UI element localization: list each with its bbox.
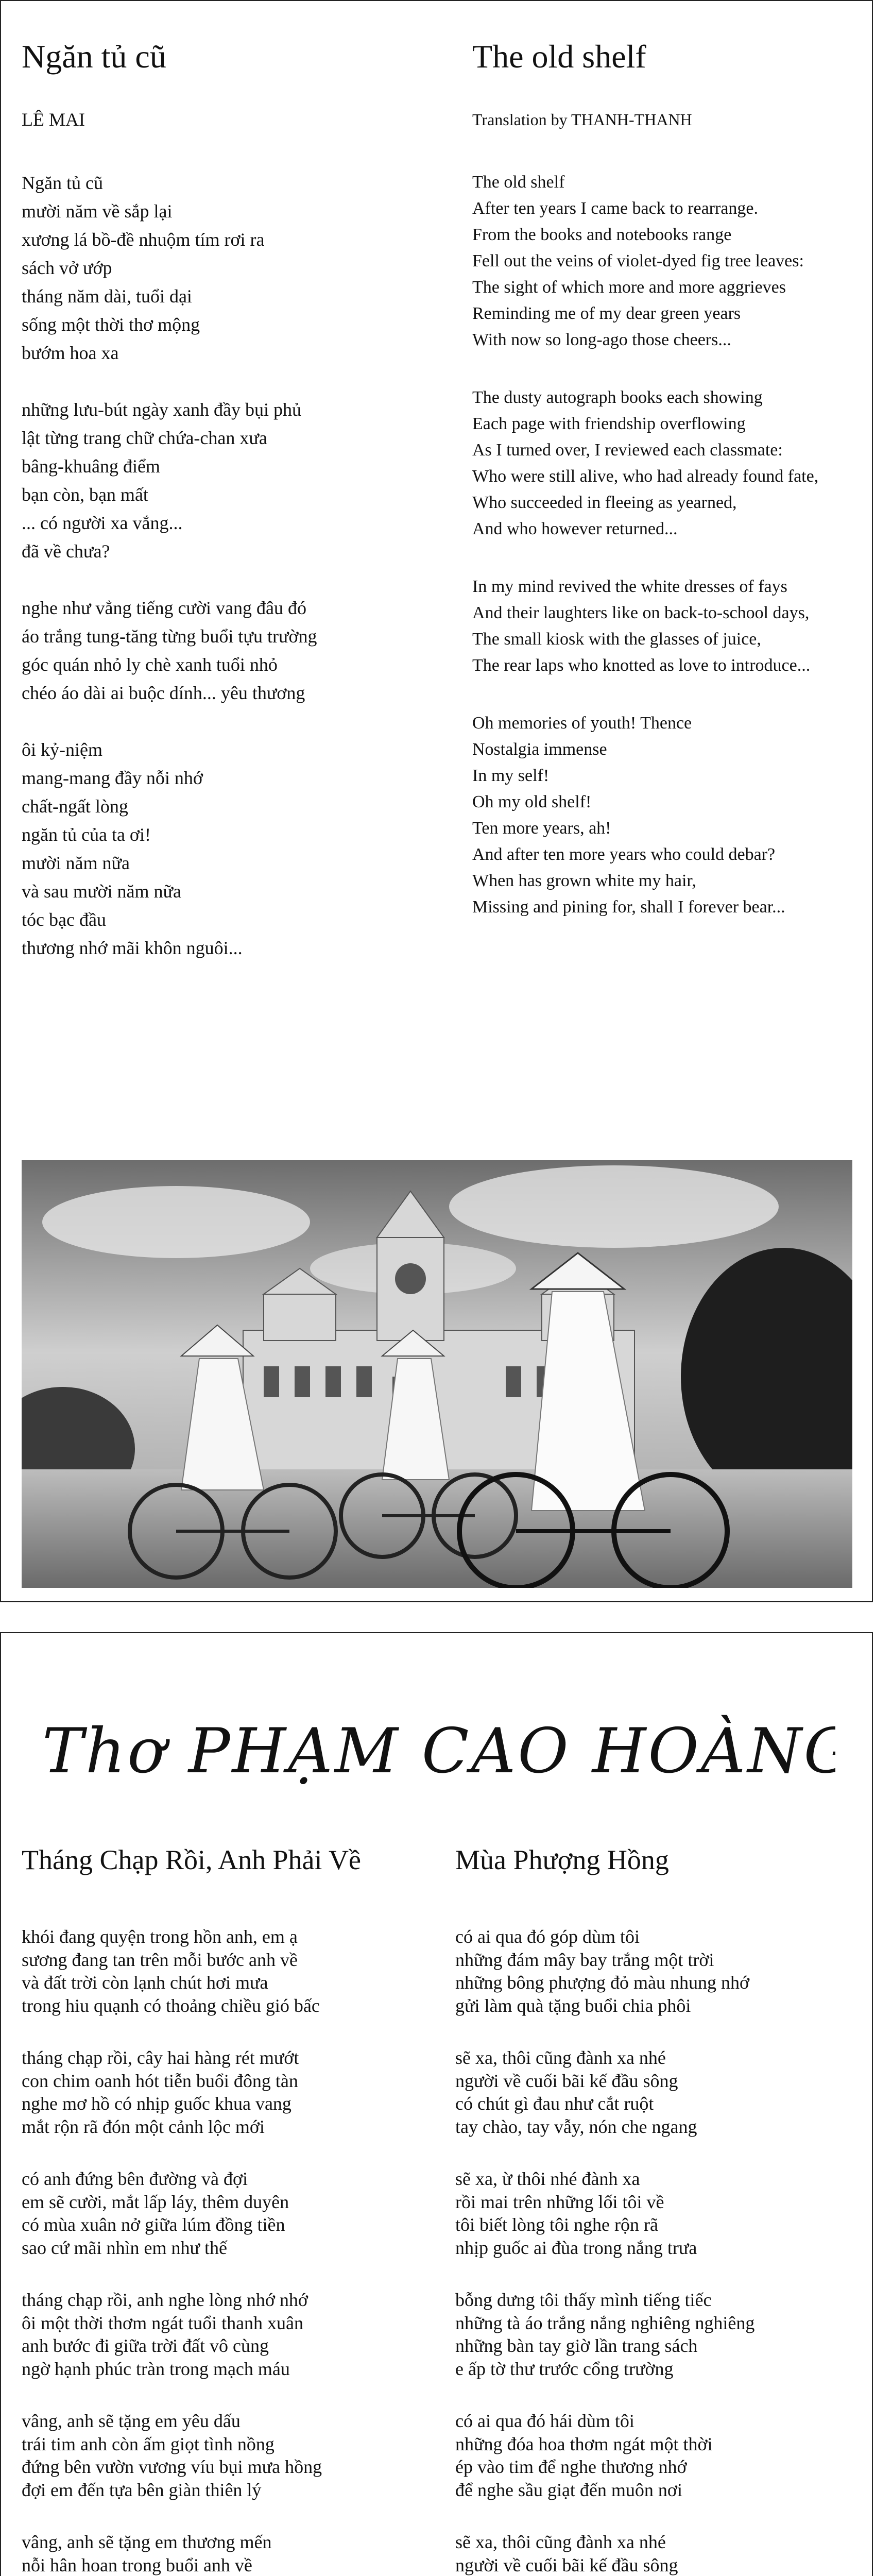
poem-line: tháng chạp rồi, anh nghe lòng nhớ nhớ	[22, 2290, 308, 2310]
poem-line: trong hiu quạnh có thoảng chiều gió bấc	[22, 1995, 320, 2016]
poem-line: chéo áo dài ai buộc dính... yêu thương	[22, 683, 305, 703]
poem-line: vâng, anh sẽ tặng em yêu dấu	[22, 2411, 241, 2431]
poem-line: đợi em đến tựa bên giàn thiên lý	[22, 2479, 262, 2500]
poem-line: mười năm nữa	[22, 853, 130, 873]
poem-line: In my mind revived the white dresses of fays	[472, 577, 787, 596]
poem-line: bướm hoa xa	[22, 343, 119, 363]
poem-line: những lưu-bút ngày xanh đầy bụi phủ	[22, 399, 301, 420]
poem-line: The small kiosk with the glasses of juice,	[472, 630, 761, 649]
vn-poem-title: Ngăn tủ cũ	[22, 38, 166, 75]
poem-line: khói đang quyện trong hồn anh, em ạ	[22, 1926, 298, 1947]
poem-line: sống một thời thơ mộng	[22, 314, 200, 335]
poem-line: ngờ hạnh phúc tràn trong mạch máu	[22, 2358, 290, 2379]
poem-line: em sẽ cười, mắt lấp láy, thêm duyên	[22, 2191, 289, 2212]
poem-line: And who however returned...	[472, 519, 678, 538]
poem-line: trái tim anh còn ấm giọt tình nồng	[22, 2433, 274, 2454]
poem-line: gửi làm quà tặng buổi chia phôi	[455, 1995, 691, 2016]
poem-line: Who were still alive, who had already found fate,	[472, 467, 819, 486]
poem-line: và sau mười năm nữa	[22, 881, 181, 902]
poem-line: bâng-khuâng điểm	[22, 456, 160, 477]
poem-line: In my self!	[472, 766, 550, 785]
poem-line: mắt rộn rã đón một cảnh lộc mới	[22, 2116, 265, 2137]
poem-page-2	[0, 1632, 873, 2576]
poem-line: From the books and notebooks range	[472, 225, 732, 244]
vn-author: LÊ MAI	[22, 109, 85, 130]
stanza	[22, 2410, 444, 2501]
left-poem-title: Tháng Chạp Rồi, Anh Phải Về	[22, 1844, 361, 1875]
poem-line: And their laughters like on back-to-school days,	[472, 603, 810, 622]
poem-line: những đám mây bay trắng một trời	[455, 1949, 714, 1970]
poem-line: Ngăn tủ cũ	[22, 173, 103, 193]
poem-line: sẽ xa, ừ thôi nhé đành xa	[455, 2168, 640, 2189]
poem-line: nhịp guốc ai đùa trong nắng trưa	[455, 2237, 697, 2258]
poem-line: e ấp tờ thư trước cổng trường	[455, 2358, 674, 2379]
poem-line: The dusty autograph books each showing	[472, 388, 763, 407]
poem-line: Ten more years, ah!	[472, 819, 611, 838]
poem-line: mười năm về sắp lại	[22, 201, 173, 222]
stanza	[455, 2289, 862, 2380]
poem-line: ngăn tủ của ta ơi!	[22, 824, 151, 845]
poem-line: con chim oanh hót tiễn buổi đông tàn	[22, 2070, 298, 2091]
translation-credit: Translation by THANH-THANH	[472, 110, 692, 129]
poem-line: áo trắng tung-tăng từng buổi tựu trường	[22, 626, 317, 647]
poem-line: mang-mang đầy nỗi nhớ	[22, 768, 203, 788]
stanza	[472, 169, 864, 353]
poem-line: những bông phượng đỏ màu nhung nhớ	[455, 1972, 750, 1993]
stanza	[22, 169, 444, 367]
poem-line: bỗng dưng tôi thấy mình tiếng tiếc	[455, 2290, 712, 2310]
poem-line: có chút gì đau như cắt ruột	[455, 2093, 654, 2114]
poem-line: tháng năm dài, tuổi dại	[22, 286, 192, 307]
stanza	[472, 573, 864, 679]
poem-line: người về cuối bãi kế đầu sông	[455, 2554, 678, 2575]
poem-line: tóc bạc đầu	[22, 909, 106, 930]
poem-line: có ai qua đó góp dùm tôi	[455, 1926, 640, 1947]
poem-line: những đóa hoa thơm ngát một thời	[455, 2433, 713, 2454]
poem-line: có anh đứng bên đường và đợi	[22, 2168, 248, 2189]
poem-line: The rear laps who knotted as love to introduce...	[472, 656, 811, 675]
poem-line: chất-ngất lòng	[22, 796, 128, 817]
poem-line: để nghe sầu giạt đến muôn nơi	[455, 2479, 682, 2500]
poem-line: vâng, anh sẽ tặng em thương mến	[22, 2532, 272, 2552]
vn-stanzas	[22, 169, 444, 962]
stanza	[22, 1925, 444, 2017]
poem-line: đã về chưa?	[22, 541, 110, 562]
poem-line: ôi một thời thơm ngát tuổi thanh xuân	[22, 2312, 304, 2333]
stanza	[22, 594, 444, 707]
poem-line: có mùa xuân nở giữa lúm đồng tiền	[22, 2214, 285, 2235]
poem-line: Fell out the veins of violet-dyed fig tree leaves:	[472, 251, 804, 270]
poem-line: thương nhớ mãi khôn nguôi...	[22, 938, 243, 958]
poem-line: sẽ xa, thôi cũng đành xa nhé	[455, 2047, 666, 2068]
stanza	[22, 2046, 444, 2138]
stanza	[472, 384, 864, 542]
poem-line: The old shelf	[472, 173, 565, 192]
poem-line: ôi kỷ-niệm	[22, 739, 102, 760]
poem-line: lật từng trang chữ chứa-chan xưa	[22, 428, 267, 448]
stanza	[455, 2046, 862, 2138]
cyclists-photo	[22, 1160, 852, 1588]
poem-line: Reminding me of my dear green years	[472, 304, 741, 323]
poem-line: Each page with friendship overflowing	[472, 414, 746, 433]
poem-line: tháng chạp rồi, cây hai hàng rét mướt	[22, 2047, 299, 2068]
stanza	[472, 710, 864, 920]
poem-line: The sight of which more and more aggrieves	[472, 278, 786, 297]
poem-line: After ten years I came back to rearrange.	[472, 199, 759, 218]
poem-line: đứng bên vườn vương víu bụi mưa hồng	[22, 2456, 322, 2477]
poem-line: bạn còn, bạn mất	[22, 484, 148, 505]
poem-line: Oh memories of youth! Thence	[472, 714, 692, 733]
poem-line: And after ten more years who could debar?	[472, 845, 776, 864]
poem-line: When has grown white my hair,	[472, 871, 696, 890]
poem-line: sẽ xa, thôi cũng đành xa nhé	[455, 2532, 666, 2552]
poem-line: As I turned over, I reviewed each classmate:	[472, 440, 783, 460]
poem-line: Oh my old shelf!	[472, 792, 592, 811]
poem-line: người về cuối bãi kế đầu sông	[455, 2070, 678, 2091]
right-poem-stanzas	[455, 1925, 862, 2576]
stanza	[455, 2167, 862, 2259]
poem-line: có ai qua đó hái dùm tôi	[455, 2411, 634, 2431]
en-stanzas	[472, 169, 864, 920]
stanza	[22, 2167, 444, 2259]
left-poem-column	[22, 1842, 444, 2576]
poem-line: With now so long-ago those cheers...	[472, 330, 731, 349]
poem-line: ép vào tim để nghe thương nhớ	[455, 2456, 687, 2477]
poet-heading	[42, 1695, 835, 1798]
poem-line: sách vở ướp	[22, 258, 112, 278]
stanza	[22, 396, 444, 566]
left-poem-stanzas	[22, 1925, 444, 2576]
poem-line: nghe mơ hồ có nhịp guốc khua vang	[22, 2093, 291, 2114]
poem-line: xương lá bồ-đề nhuộm tím rơi ra	[22, 229, 265, 250]
english-column	[472, 36, 864, 952]
stanza	[455, 2410, 862, 2501]
stanza	[455, 2531, 862, 2576]
poem-line: và đất trời còn lạnh chút hơi mưa	[22, 1972, 268, 1993]
poem-line: ... có người xa vắng...	[22, 513, 183, 533]
stanza	[22, 736, 444, 962]
poem-line: những bàn tay giờ lần trang sách	[455, 2335, 698, 2356]
stanza	[22, 2289, 444, 2380]
poem-line: rồi mai trên những lối tôi về	[455, 2191, 664, 2212]
poem-line: nghe như vẳng tiếng cười vang đâu đó	[22, 598, 306, 618]
poem-line: góc quán nhỏ ly chè xanh tuổi nhỏ	[22, 654, 278, 675]
poem-line: anh bước đi giữa trời đất vô cùng	[22, 2335, 269, 2356]
stanza	[22, 2531, 444, 2576]
poem-line: tay chào, tay vẫy, nón che ngang	[455, 2116, 697, 2137]
poem-line: Who succeeded in fleeing as yearned,	[472, 493, 737, 512]
stanza	[455, 1925, 862, 2017]
poet-heading-text	[42, 1695, 835, 1798]
poem-line: Nostalgia immense	[472, 740, 607, 759]
poem-line: Missing and pining for, shall I forever bear...	[472, 897, 785, 917]
svg-text:Thơ PHẠM CAO HOÀNG: Thơ PHẠM CAO HOÀNG	[42, 1716, 835, 1787]
right-poem-column	[455, 1842, 862, 2576]
poem-line: những tà áo trắng nắng nghiêng nghiêng	[455, 2312, 755, 2333]
right-poem-title: Mùa Phượng Hồng	[455, 1844, 669, 1875]
poem-line: sương đang tan trên mỗi bước anh về	[22, 1949, 298, 1970]
en-poem-title: The old shelf	[472, 38, 646, 75]
vietnamese-column	[22, 36, 444, 991]
poem-line: sao cứ mãi nhìn em như thế	[22, 2237, 227, 2258]
poem-line: tôi biết lòng tôi nghe rộn rã	[455, 2214, 658, 2235]
poem-line: nỗi hân hoan trong buổi anh về	[22, 2554, 252, 2575]
